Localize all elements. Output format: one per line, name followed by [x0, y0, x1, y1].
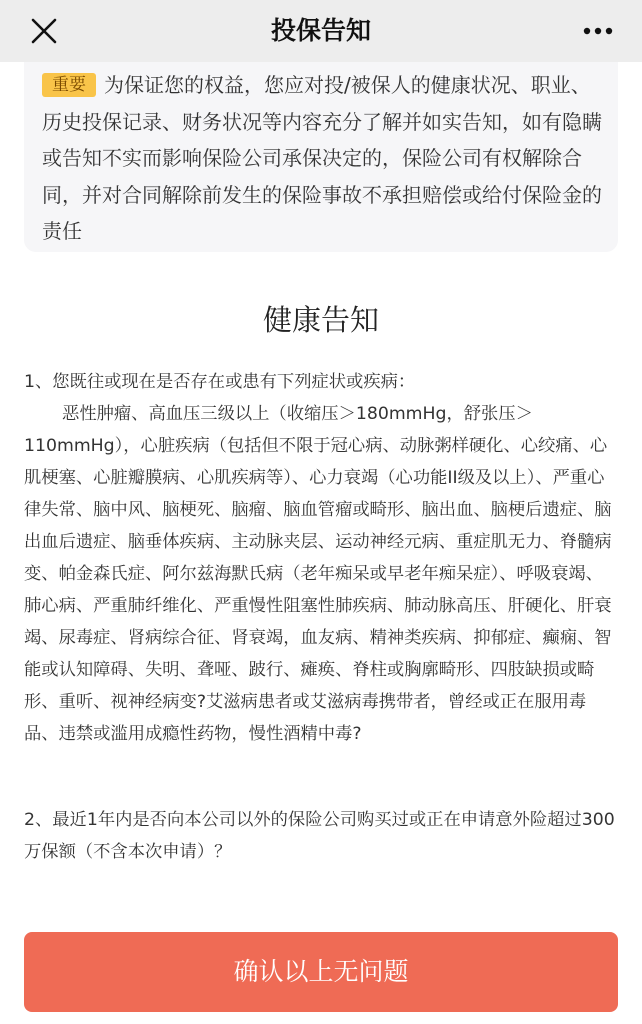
question-2: 2、最近1年内是否向本公司以外的保险公司购买过或正在申请意外险超过300万保额（不含本次申请）？ — [24, 810, 615, 862]
notice-box — [24, 62, 618, 252]
notice-text: 为保证您的权益，您应对投/被保人的健康状况、职业、历史投保记录、财务状况等内容充分了解并如实告知，如有隐瞒或告知不实而影响保险公司承保决定的，保险公司有权解除合同，并对合同解除前发生的保险事故不承担赔偿或给付保险金的责任 — [42, 73, 602, 243]
important-badge: 重要 — [42, 73, 96, 97]
page-title: 投保告知 — [270, 16, 371, 45]
bottom-fade — [0, 904, 642, 932]
section-title: 健康告知 — [262, 303, 379, 337]
notice-text-block — [42, 67, 608, 250]
more-button[interactable] — [578, 14, 618, 48]
more-icon — [583, 27, 613, 35]
questions-list — [24, 366, 618, 868]
confirm-button[interactable]: 确认以上无问题 — [24, 932, 618, 1012]
top-nav-bar — [0, 0, 642, 62]
question-1-detail: 恶性肿瘤、高血压三级以上（收缩压＞180mmHg，舒张压＞110mmHg），心脏疾病（包括但不限于冠心病、动脉粥样硬化、心绞痛、心肌梗塞、心脏瓣膜病、心肌疾病等）、心力衰竭（心功能II级及以上）、严重心律失常、脑中风、脑梗死、脑瘤、脑血管瘤或畸形、脑出血、脑梗后遗症、脑出血后遗症、脑垂体疾病、主动脉夹层、运动神经元病、重症肌无力、脊髓病变、帕金森氏症、阿尔兹海默氏病（老年痴呆或早老年痴呆症）、呼吸衰竭、肺心病、严重肺纤维化、严重慢性阻塞性肺疾病、肺动脉高压、肝硬化、肝衰竭、尿毒症、肾病综合征、肾衰竭，血友病、精神类疾病、抑郁症、癫痫、智能或认知障碍、失明、聋哑、跛行、瘫痪、脊柱或胸廓畸形、四肢缺损或畸形、重听、视神经病变?艾滋病患者或艾滋病毒携带者，曾经或正在服用毒品、违禁或滥用成瘾性药物，慢性酒精中毒? — [24, 404, 612, 744]
question-1: 1、您既往或现在是否存在或患有下列症状或疾病： — [24, 372, 416, 392]
